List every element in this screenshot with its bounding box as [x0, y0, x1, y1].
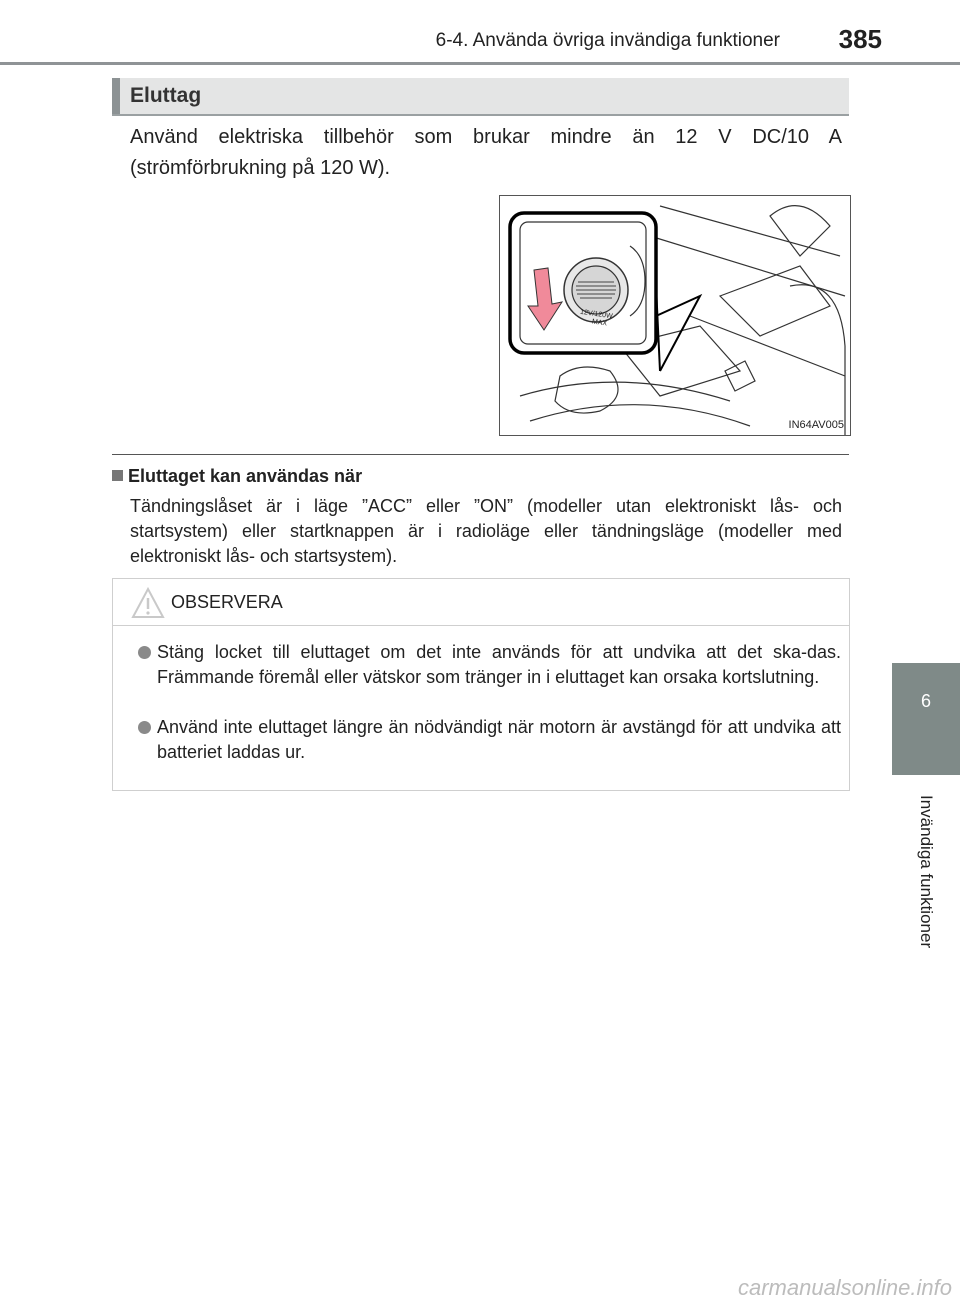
chapter-tab — [892, 663, 960, 775]
watermark: carmanualsonline.info — [737, 1275, 952, 1300]
usage-paragraph: Tändningslåset är i läge ”ACC” eller ”ON” (modeller utan elektroniskt lås- och startsystem) eller startknappen är i radioläge eller tändningsläge (modeller med elektroniskt lås- och startsystem). — [130, 496, 842, 566]
notice-item-text: Använd inte eluttaget längre än nödvändigt när motorn är avstängd för att undvika att batteriet laddas ur. — [157, 717, 841, 762]
chapter-label: Invändiga funktioner — [917, 795, 936, 949]
intro-paragraph: Använd elektriska tillbehör som brukar mindre än 12 V DC/10 A (strömförbrukning på 120 W). — [130, 126, 842, 179]
notice-item-text: Stäng locket till eluttaget om det inte används för att undvika att det ska-das. Främmande föremål eller vätskor som tränger in i eluttaget kan orsaka kortslutning. — [157, 642, 841, 687]
page-number: 385 — [838, 24, 882, 54]
header-divider — [0, 62, 960, 65]
round-bullet-icon — [138, 646, 151, 659]
section-divider — [112, 454, 849, 455]
header-section-title: 6-4. Använda övriga invändiga funktioner — [435, 30, 780, 51]
section-accent — [112, 78, 120, 114]
warning-triangle-icon — [131, 587, 165, 619]
figure-code: IN64AV005 — [788, 419, 844, 431]
square-bullet-icon — [112, 470, 123, 481]
notice-title: OBSERVERA — [171, 592, 283, 612]
usage-heading-text: Eluttaget kan användas när — [128, 466, 363, 486]
chapter-number: 6 — [920, 691, 931, 711]
round-bullet-icon — [138, 721, 151, 734]
section-title: Eluttag — [130, 84, 202, 107]
notice-item — [157, 640, 841, 690]
notice-divider — [113, 625, 849, 626]
notice-box — [112, 578, 850, 791]
outlet-rating-max: MAX — [591, 318, 608, 328]
section-heading-bar — [112, 78, 849, 116]
usage-heading — [112, 466, 362, 487]
outlet-rating-label: 12V/120W — [579, 308, 613, 321]
chapter-side-label — [904, 795, 948, 955]
power-outlet-illustration — [499, 195, 851, 436]
outlet-line-drawing — [500, 196, 850, 435]
notice-item — [157, 715, 841, 765]
